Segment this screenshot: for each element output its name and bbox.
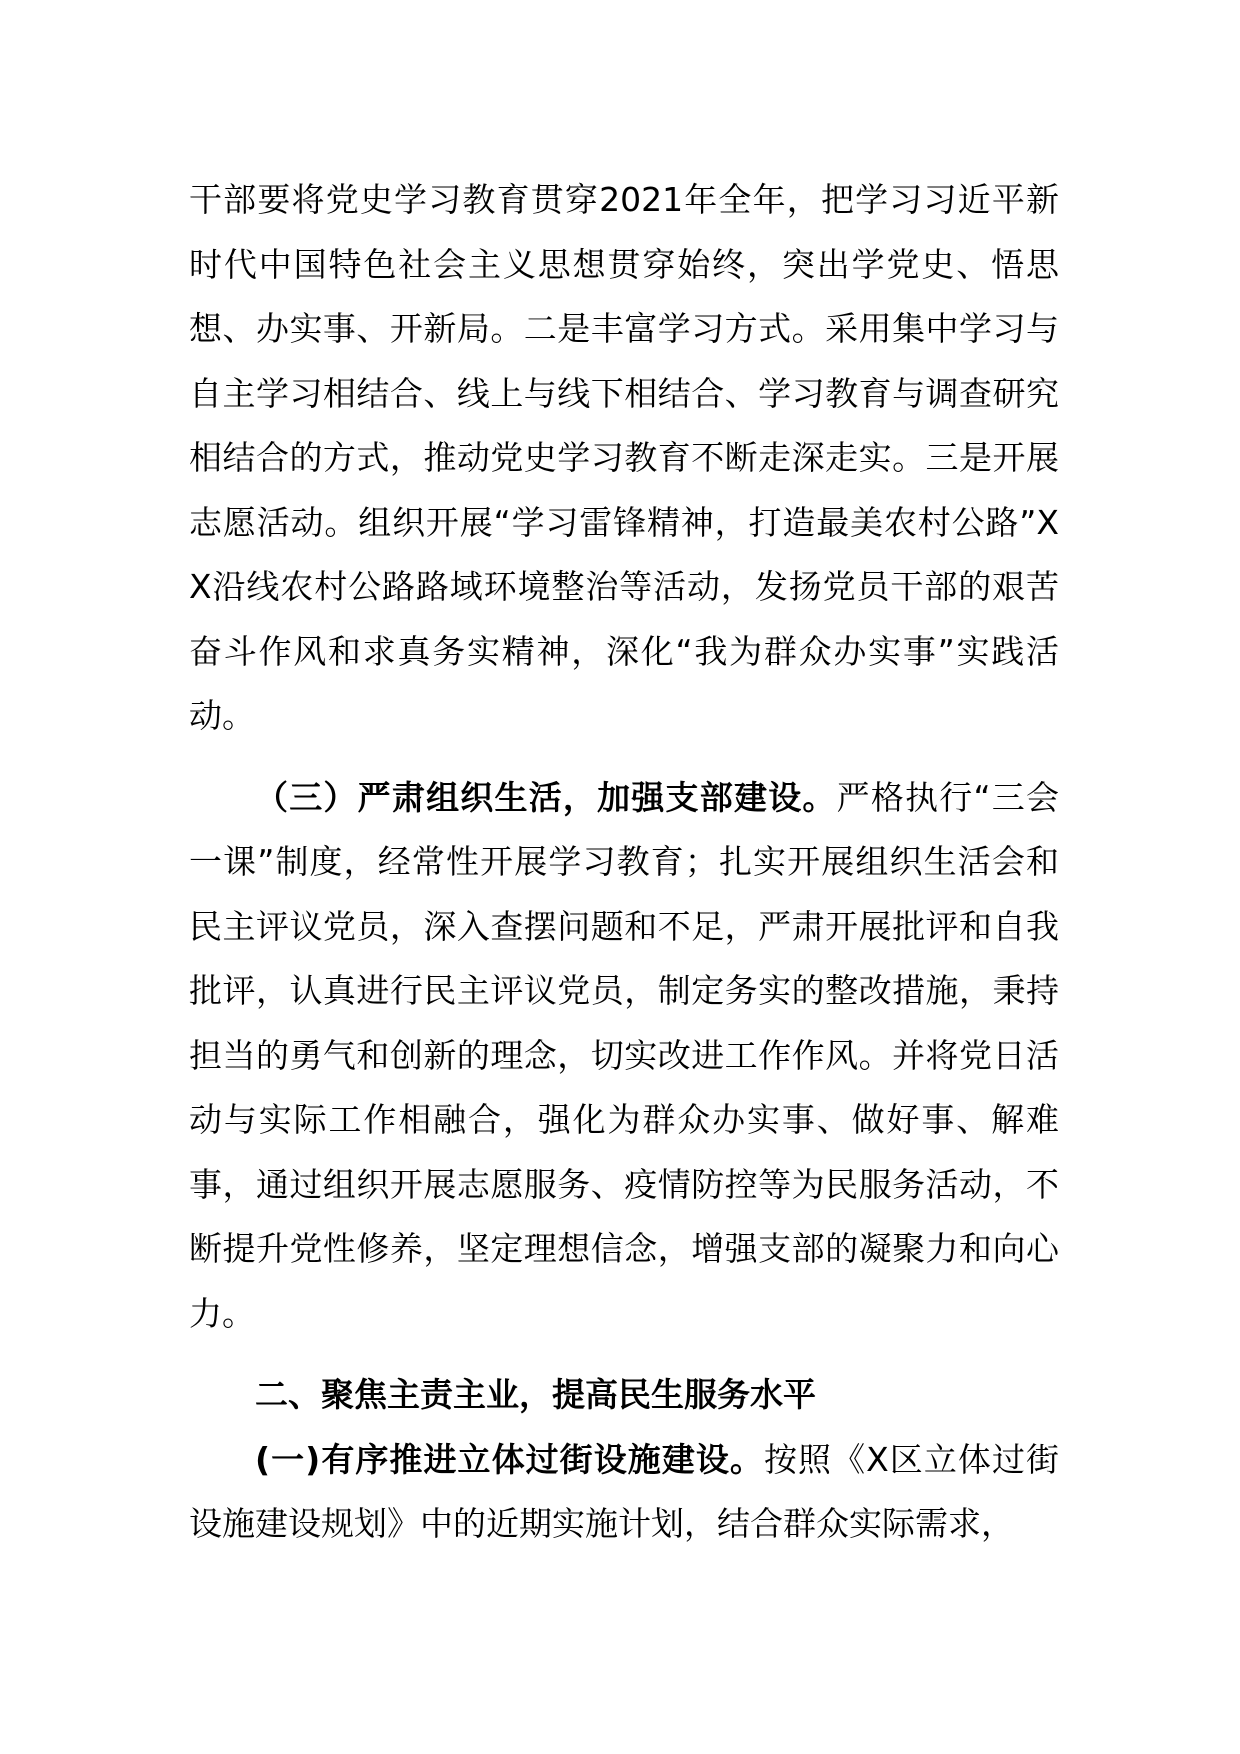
paragraph-organization-life bbox=[189, 766, 1059, 1347]
document-page bbox=[189, 168, 1059, 1557]
paragraph-study-education: 干部要将党史学习教育贯穿2021年全年，把学习习近平新时代中国特色社会主义思想贯穿始终，突出学党史、悟思想、办实事、开新局。二是丰富学习方式。采用集中学习与自主学习相结合、线上与线下相结合、学习教育与调查研究相结合的方式，推动党史学习教育不断走深走实。三是开展志愿活动。组织开展“学习雷锋精神，打造最美农村公路”XX沿线农村公路路域环境整治等活动，发扬党员干部的艰苦奋斗作风和求真务实精神，深化“我为群众办实事”实践活动。 bbox=[189, 180, 1059, 735]
paragraph-organization-life-body: 严格执行“三会一课”制度，经常性开展学习教育；扎实开展组织生活会和民主评议党员，深入查摆问题和不足，严肃开展批评和自我批评，认真进行民主评议党员，制定务实的整改措施，秉持担当的勇气和创新的理念，切实改进工作作风。并将党日活动与实际工作相融合，强化为群众办实事、做好事、解难事，通过组织开展志愿服务、疫情防控等为民服务活动，不断提升党性修养，坚定理想信念，增强支部的凝聚力和向心力。 bbox=[189, 777, 1059, 1333]
section-title-2: 二、聚焦主责主业，提高民生服务水平 bbox=[255, 1375, 816, 1414]
paragraph-crossing-facilities-body: 按照《X区立体过街设施建设规划》中的近期实施计划，结合群众实际需求， bbox=[189, 1439, 1059, 1543]
subsection-heading-3: （三）严肃组织生活，加强支部建设。 bbox=[255, 777, 837, 817]
subsection-heading-1: (一)有序推进立体过街设施建设。 bbox=[255, 1439, 764, 1479]
paragraph-crossing-facilities bbox=[189, 1428, 1059, 1557]
